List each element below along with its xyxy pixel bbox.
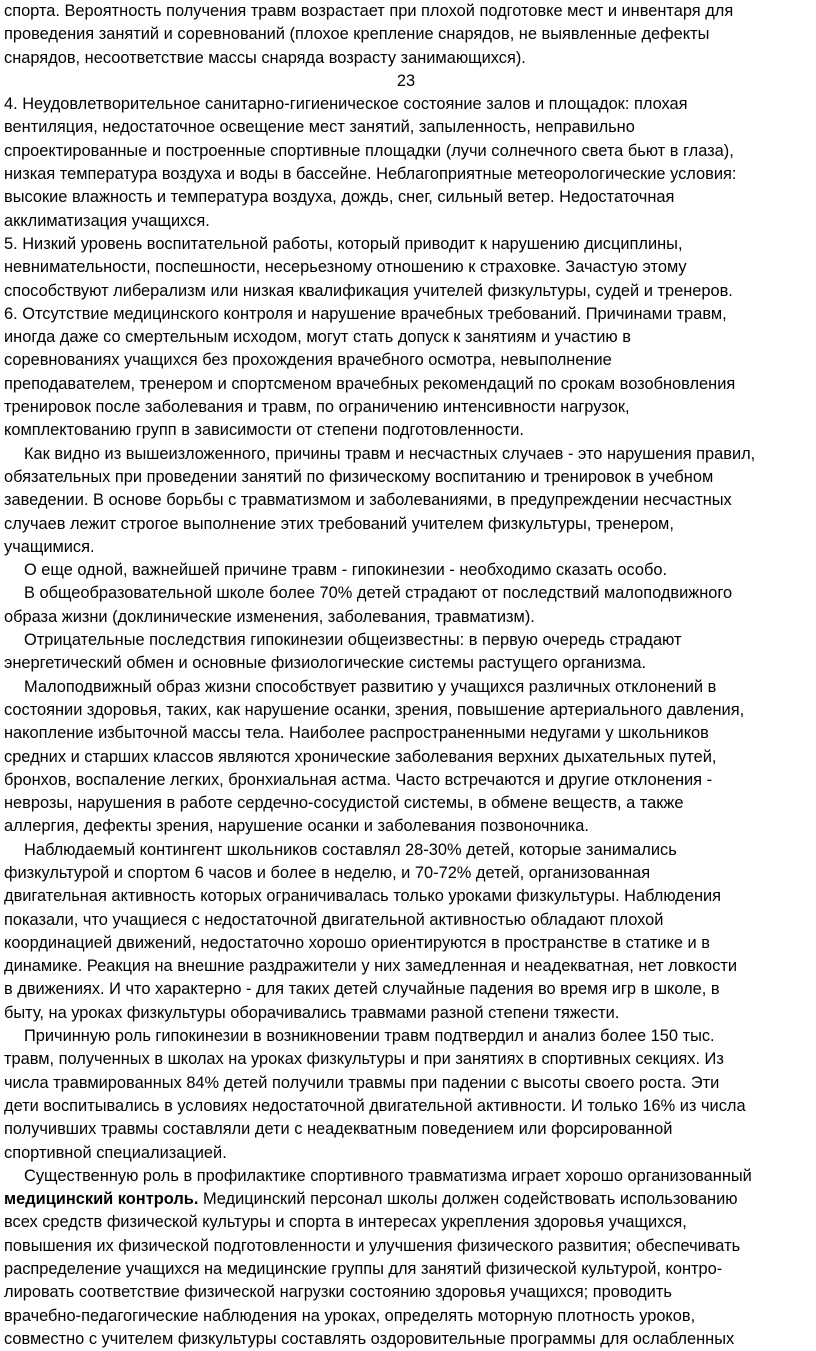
page-number: 23 <box>396 71 416 90</box>
list-item-4: 4. Неудовлетворительное санитарно-гигиеническое состояние залов и площадок: плохая вентиляция, недостаточное освещение мест занятий, запыленность, неправильно спроектированные и построенные спортивные площадки (лучи солнечного света бьют в глаза), низкая температура воздуха и воды в бассейне. Неблагоприятные метеорологические условия: высокие влажность и температура воздуха, дождь, снег, сильный ветер. Недостаточная акклиматизация учащихся. <box>4 95 737 230</box>
paragraph-sedentary-lifestyle: Малоподвижный образ жизни способствует развитию у учащихся различных отклонений в состоянии здоровья, таких, как нарушение осанки, зрения, повышение артериального давления, накопление избыточной массы тела. Наиболее распространенными недугами у школьников средних и старших классов являются хронические заболевания верхних дыхательных путей, бронхов, воспаление легких, бронхиальная астма. Часто встречаются и другие отклонения - неврозы, нарушения в работе сердечно-сосудистой системы, в обмене веществ, а также аллергия, дефекты зрения, нарушение осанки и заболевания позвоночника. <box>4 677 745 836</box>
list-item-6: 6. Отсутствие медицинского контроля и нарушение врачебных требований. Причинами травм, иногда даже со смертельным исходом, могут стать допуск к занятиям и участию в соревнованиях учащихся без прохождения врачебного осмотра, невыполнение преподавателем, тренером и спортсменом врачебных рекомендаций по срокам возобновления тренировок после заболевания и травм, по ограничению интенсивности нагрузок, комплектованию групп в зависимости от степени подготовленности. <box>4 304 736 440</box>
paragraph-medical-control <box>4 1165 808 1351</box>
paragraph-observed-students: Наблюдаемый контингент школьников составлял 28-30% детей, которые занимались физкультурой и спортом 6 часов и более в неделю, и 70-72% детей, организованная двигательная активность которых ограничивалась только уроками физкультуры. Наблюдения показали, что учащиеся с недостаточной двигательной активностью обладают плохой координацией движений, недостаточно хорошо ориентируются в пространстве в статике и в динамике. Реакция на внешние раздражители у них замедленная и неадекватная, нет ловкости в движениях. И что характерно - для таких детей случайные падения во время игр в школе, в быту, на уроках физкультуры оборачивались травмами разной степени тяжести. <box>4 840 737 1022</box>
medical-control-term: медицинский контроль. <box>4 1190 199 1209</box>
paragraph-school-statistics: В общеобразовательной школе более 70% детей страдают от последствий малоподвижного образа жизни (доклинические изменения, заболевания, травматизм). <box>4 584 733 626</box>
paragraph-medical-control-start: Существенную роль в профилактике спортивного травматизма играет хорошо организованный <box>24 1166 752 1185</box>
paragraph-conclusion: Как видно из вышеизложенного, причины травм и несчастных случаев - это нарушения правил, обязательных при проведении занятий по физическому воспитанию и тренировок в учебном заведении. В основе борьбы с травматизмом и заболеваниями, в предупреждении несчастных случаев лежит строгое выполнение этих требований учителем физкультуры, тренером, учащимися. <box>4 444 756 556</box>
paragraph-negative-effects: Отрицательные последствия гипокинезии общеизвестны: в первую очередь страдают энергетический обмен и основные физиологические системы растущего организма. <box>4 631 682 673</box>
paragraph-hypokinesia-intro: О еще одной, важнейшей причине травм - гипокинезии - необходимо сказать особо. <box>24 561 668 580</box>
paragraph-continuation: спорта. Вероятность получения травм возрастает при плохой подготовке мест и инвентаря для проведения занятий и соревнований (плохое крепление снарядов, не выявленные дефекты снарядов, несоответствие массы снаряда возрасту занимающихся). <box>4 2 734 67</box>
paragraph-medical-control-rest: Медицинский персонал школы должен содействовать использованию всех средств физической культуры и спорта в интересах укрепления здоровья учащихся, повышения их физической подготовленности и улучшения физического развития; обеспечивать распределение учащихся на медицинские группы для занятий физической культурой, контро- лировать соответствие физической нагрузки состоянию здоровья учащихся; проводить врачебно-педагогические наблюдения на уроках, определять моторную плотность уроков, совместно с учителем физкультуры составлять оздоровительные программы для ослабленных <box>4 1190 741 1348</box>
paragraph-injury-analysis: Причинную роль гипокинезии в возникновении травм подтвердил и анализ более 150 тыс. травм, полученных в школах на уроках физкультуры и при занятиях в спортивных секциях. Из числа травмированных 84% детей получили травмы при падении с высоты своего роста. Эти дети воспитывались в условиях недостаточной двигательной активности. И только 16% из числа получивших травмы составляли дети с неадекватным поведением или форсированной спортивной специализацией. <box>4 1027 746 1162</box>
list-item-5: 5. Низкий уровень воспитательной работы, который приводит к нарушению дисциплины, невнимательности, поспешности, несерьезному отношению к страховке. Зачастую этому способствуют либерализм или низкая квалификация учителей физкультуры, судей и тренеров. <box>4 234 733 300</box>
